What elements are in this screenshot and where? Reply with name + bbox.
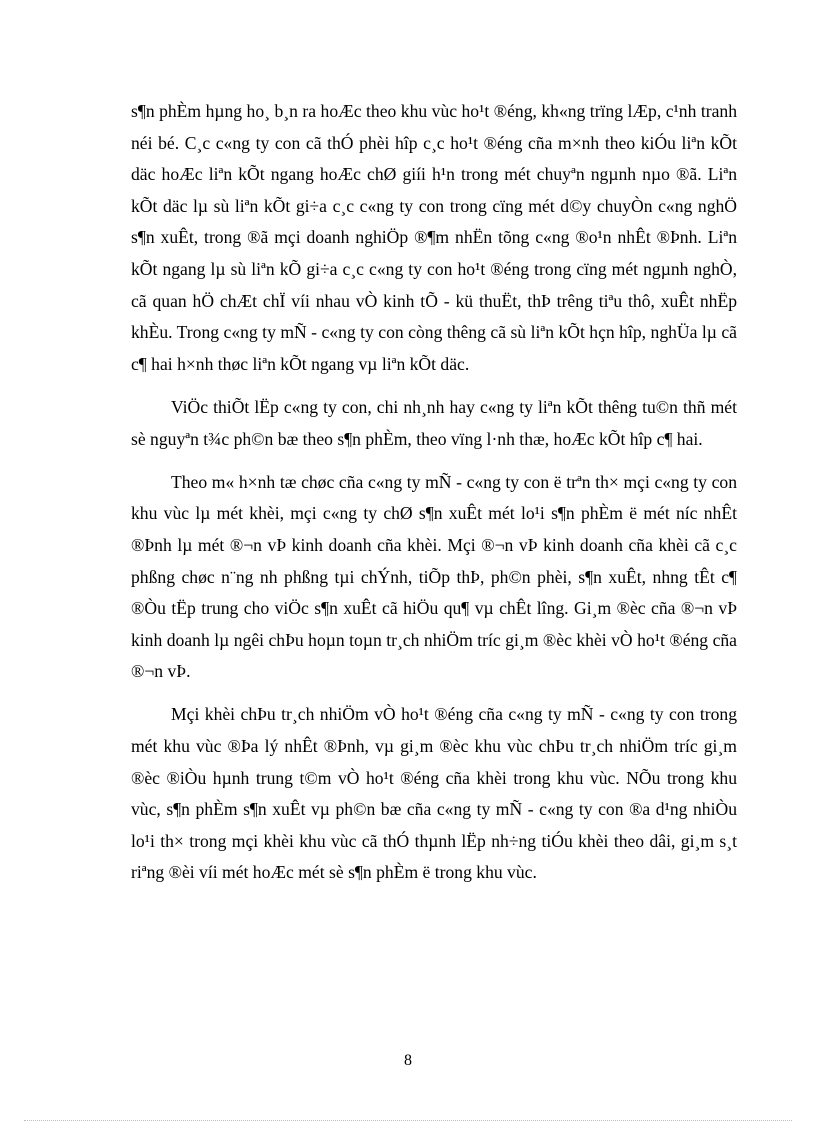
paragraph-3: Theo m« h×nh tæ chøc cña c«ng ty mÑ - c«ng ty con ë trªn th× mçi c«ng ty con khu vùc lµ mét khèi, mçi c«ng ty chØ s¶n xuÊt mét lo¹i s¶n phÈm ë mét níc nhÊt ®Þnh lµ mét ®¬n vÞ kinh doanh cña khèi. Mçi ®¬n vÞ kinh doanh cña khèi cã c¸c phßng chøc n¨ng nh phßng tµi chÝnh, tiÕp thÞ, ph©n phèi, s¶n xuÊt, nhng tÊt c¶ ®Òu tËp trung cho viÖc s¶n xuÊt cã hiÖu qu¶ vµ chÊt lîng. Gi¸m ®èc cña ®¬n vÞ kinh doanh lµ ngêi chÞu hoµn toµn tr¸ch nhiÖm tríc gi¸m ®èc khèi vÒ ho¹t ®éng cña ®¬n vÞ. [131, 471, 737, 682]
body-text [131, 96, 737, 889]
page-number: 8 [404, 1052, 412, 1069]
paragraph-2: ViÖc thiÕt lËp c«ng ty con, chi nh¸nh hay c«ng ty liªn kÕt thêng tu©n thñ mét sè nguyªn t¾c ph©n bæ theo s¶n phÈm, theo vïng l·nh thæ, hoÆc kÕt hîp c¶ hai. [131, 396, 737, 449]
page-bottom-divider [24, 1120, 792, 1121]
paragraph-4: Mçi khèi chÞu tr¸ch nhiÖm vÒ ho¹t ®éng cña c«ng ty mÑ - c«ng ty con trong mét khu vùc ®Þa lý nhÊt ®Þnh, vµ gi¸m ®èc khu vùc chÞu tr¸ch nhiÖm tríc gi¸m ®èc ®iÒu hµnh trung t©m vÒ ho¹t ®éng cña khèi trong khu vùc. NÕu trong khu vùc, s¶n phÈm s¶n xuÊt vµ ph©n bæ cña c«ng ty mÑ - c«ng ty con ®a d¹ng nhiÒu lo¹i th× trong mçi khèi khu vùc cã thÓ thµnh lËp nh÷ng tiÓu khèi theo dâi, gi¸m s¸t riªng ®èi víi mét hoÆc mét sè s¶n phÈm ë trong khu vùc. [131, 704, 737, 883]
paragraph-1: s¶n phÈm hµng ho¸ b¸n ra hoÆc theo khu vùc ho¹t ®éng, kh«ng trïng lÆp, c¹nh tranh néi bé. C¸c c«ng ty con cã thÓ phèi hîp c¸c ho¹t ®éng cña m×nh theo kiÓu liªn kÕt däc hoÆc liªn kÕt ngang hoÆc chØ giíi h¹n trong mét chuyªn ngµnh nµo ®ã. Liªn kÕt däc lµ sù liªn kÕt gi÷a c¸c c«ng ty con trong cïng mét d©y chuyÒn c«ng nghÖ s¶n xuÊt, trong ®ã mçi doanh nghiÖp ®¶m nhËn tõng c«ng ®o¹n nhÊt ®Þnh. Liªn kÕt ngang lµ sù liªn kÕ gi÷a c¸c c«ng ty con ho¹t ®éng trong cïng mét ngµnh nghÒ, cã quan hÖ chÆt chÏ víi nhau vÒ kinh tÕ - kü thuËt, thÞ trêng tiªu thô, xuÊt nhËp khÈu. Trong c«ng ty mÑ - c«ng ty con còng thêng cã sù liªn kÕt hçn hîp, nghÜa lµ cã c¶ hai h×nh thøc liªn kÕt ngang vµ liªn kÕt däc. [131, 101, 737, 374]
